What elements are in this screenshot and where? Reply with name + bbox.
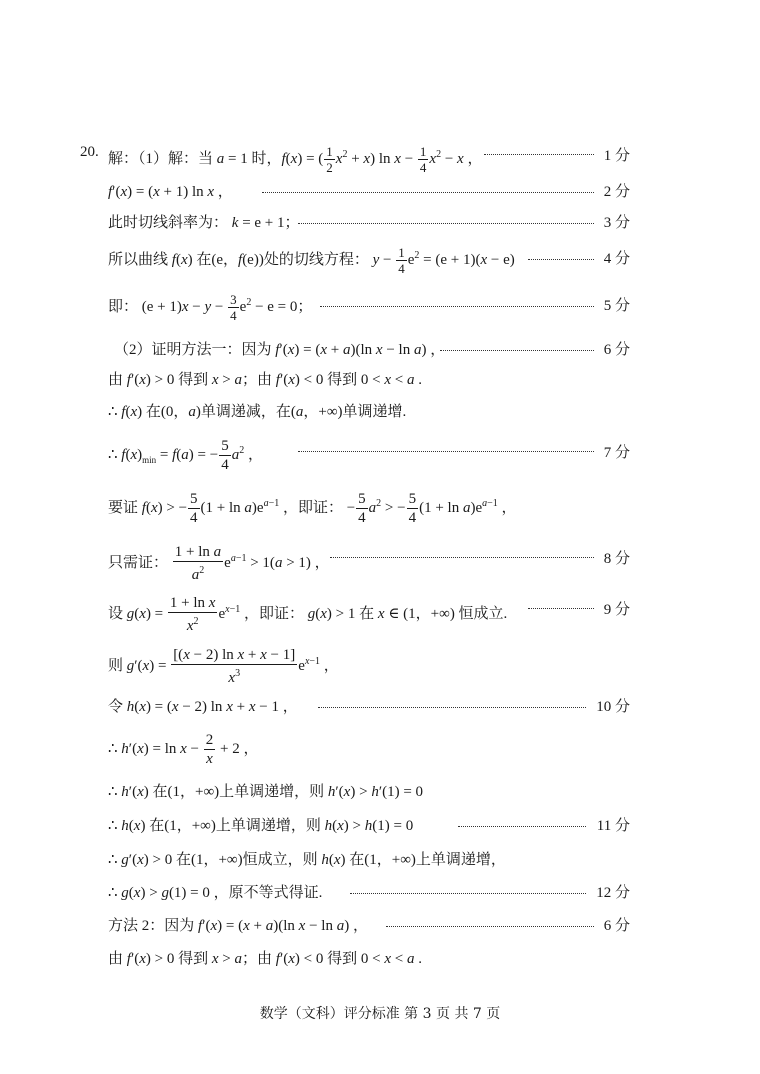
line-head: 此时切线斜率为： k = e + 1； bbox=[108, 215, 300, 231]
line-head: ∴ $f(x)_{min} = f(a)$ = − $\frac{5}{4}$ $a^2$ ， bbox=[108, 438, 263, 473]
line-head: f′(x) = (x + 1) ln x ， bbox=[108, 184, 233, 200]
leader-dots bbox=[440, 350, 594, 351]
score-label: 1 分 bbox=[603, 148, 630, 164]
leader-dots bbox=[528, 259, 594, 260]
line-head: 则 g′(x) = $\frac{\text{[(x − 2) ln x + x − 1]}}{x^3}$ $e^{x-1}$ ， bbox=[108, 647, 339, 686]
line-head: ∴ h′(x) = ln x − $\frac{2}{x}$ + 2 ， bbox=[108, 732, 259, 767]
line-head: 要证 f(x) > − $\frac{5}{4}$ $(1 + \ln a)e^{a-1}$ ，即证： − $\frac{5}{4}$ $a^2$ > − $\frac{5}{4}$ $(1 + \ln a)e^{a-1}$ ， bbox=[108, 491, 517, 526]
line-head: 所以曲线 f(x) 在(e，f(e))处的切线方程： y − $\frac{1}{4}$ $e^2 = (e + 1)(x - e)$ bbox=[108, 245, 515, 276]
solution-line-21 bbox=[0, 945, 760, 975]
solution-line-8 bbox=[0, 398, 760, 428]
score-label: 6 分 bbox=[603, 342, 630, 358]
score-label: 3 分 bbox=[603, 215, 630, 231]
score-label: 5 分 bbox=[603, 298, 630, 314]
leader-dots bbox=[262, 192, 594, 193]
leader-dots bbox=[458, 826, 586, 827]
line-head: 设 g(x) = $\frac{\text{1 + ln x}}{x^2}$ $e^{x-1}$ ，即证： g(x) > 1 在 x ∈ (1，+∞) 恒成立. bbox=[108, 595, 508, 634]
score-label: 4 分 bbox=[603, 251, 630, 267]
solution-line-17 bbox=[0, 812, 760, 842]
line-head: ∴ f(x) 在(0，a)单调递减，在(a，+∞)单调递增. bbox=[108, 404, 407, 420]
leader-dots bbox=[318, 707, 586, 708]
solution-line-9 bbox=[0, 437, 760, 473]
solution-line-14 bbox=[0, 693, 760, 723]
line-head: 只需证： $\frac{\text{1 + ln a}}{a^2}$ $e^{a-1} > 1(a > 1)$ ， bbox=[108, 544, 330, 583]
score-label: 6 分 bbox=[603, 918, 630, 934]
leader-dots bbox=[386, 926, 594, 927]
solution-line-19 bbox=[0, 879, 760, 909]
score-label: 11 分 bbox=[596, 818, 630, 834]
leader-dots bbox=[320, 306, 594, 307]
line-head: 由 f′(x) > 0 得到 x > a；由 f′(x) < 0 得到 0 < x < a . bbox=[108, 372, 422, 388]
score-label: 12 分 bbox=[596, 885, 630, 901]
solution-line-5 bbox=[0, 290, 760, 323]
solution-line-16 bbox=[0, 778, 760, 808]
leader-dots bbox=[330, 557, 594, 558]
line-head: ∴ g(x) > g(1) = 0 ，原不等式得证. bbox=[108, 885, 323, 901]
solution-line-1 bbox=[0, 140, 760, 175]
leader-dots bbox=[298, 223, 594, 224]
solution-line-18 bbox=[0, 846, 760, 876]
solution-line-13 bbox=[0, 646, 760, 686]
score-label: 8 分 bbox=[603, 551, 630, 567]
score-label: 9 分 bbox=[603, 602, 630, 618]
line-head: （2）证明方法一：因为 f′(x) = (x + a)(ln x − ln a) ， bbox=[114, 342, 446, 358]
solution-line-4 bbox=[0, 243, 760, 276]
leader-dots bbox=[484, 154, 594, 155]
line-head: ∴ g′(x) > 0 在(1，+∞)恒成立，则 h(x) 在(1，+∞)上单调递增， bbox=[108, 852, 506, 868]
score-label: 10 分 bbox=[596, 699, 630, 715]
line-head: 方法 2：因为 f′(x) = (x + a)(ln x − ln a) ， bbox=[108, 918, 368, 934]
leader-dots bbox=[350, 893, 586, 894]
leader-dots bbox=[528, 608, 594, 609]
solution-line-15 bbox=[0, 731, 760, 767]
solution-line-6 bbox=[0, 336, 760, 366]
solution-line-12 bbox=[0, 594, 760, 634]
problem-number: 20. bbox=[80, 144, 99, 160]
solution-line-3 bbox=[0, 209, 760, 239]
line-head: ∴ h′(x) 在(1，+∞)上单调递增，则 h′(x) > h′(1) = 0 bbox=[108, 784, 424, 800]
line-head: 由 f′(x) > 0 得到 x > a；由 f′(x) < 0 得到 0 < x < a . bbox=[108, 951, 422, 967]
solution-line-2 bbox=[0, 178, 760, 208]
line-head: 解：（1）解：当 a = 1 时，f(x) = ( $\frac{1}{2}$ $x^2 + x$) ln x − $\frac{1}{4}$ $x^2 - x$ ， bbox=[108, 144, 483, 175]
page-footer: 数学（文科）评分标准 第 3 页 共 7 页 bbox=[259, 1006, 501, 1022]
score-label: 2 分 bbox=[603, 184, 630, 200]
leader-dots bbox=[298, 451, 594, 452]
solution-line-10 bbox=[0, 490, 760, 526]
line-head: 即： (e + 1)x − y − $\frac{3}{4}$ $e^2 - e = 0$； bbox=[108, 292, 313, 323]
line-head: ∴ h(x) 在(1，+∞)上单调递增，则 h(x) > h(1) = 0 bbox=[108, 818, 414, 834]
solution-line-11 bbox=[0, 543, 760, 583]
solution-line-7 bbox=[0, 366, 760, 396]
solution-line-20 bbox=[0, 912, 760, 942]
line-head: 令 h(x) = (x − 2) ln x + x − 1 ， bbox=[108, 699, 298, 715]
score-label: 7 分 bbox=[603, 445, 630, 461]
